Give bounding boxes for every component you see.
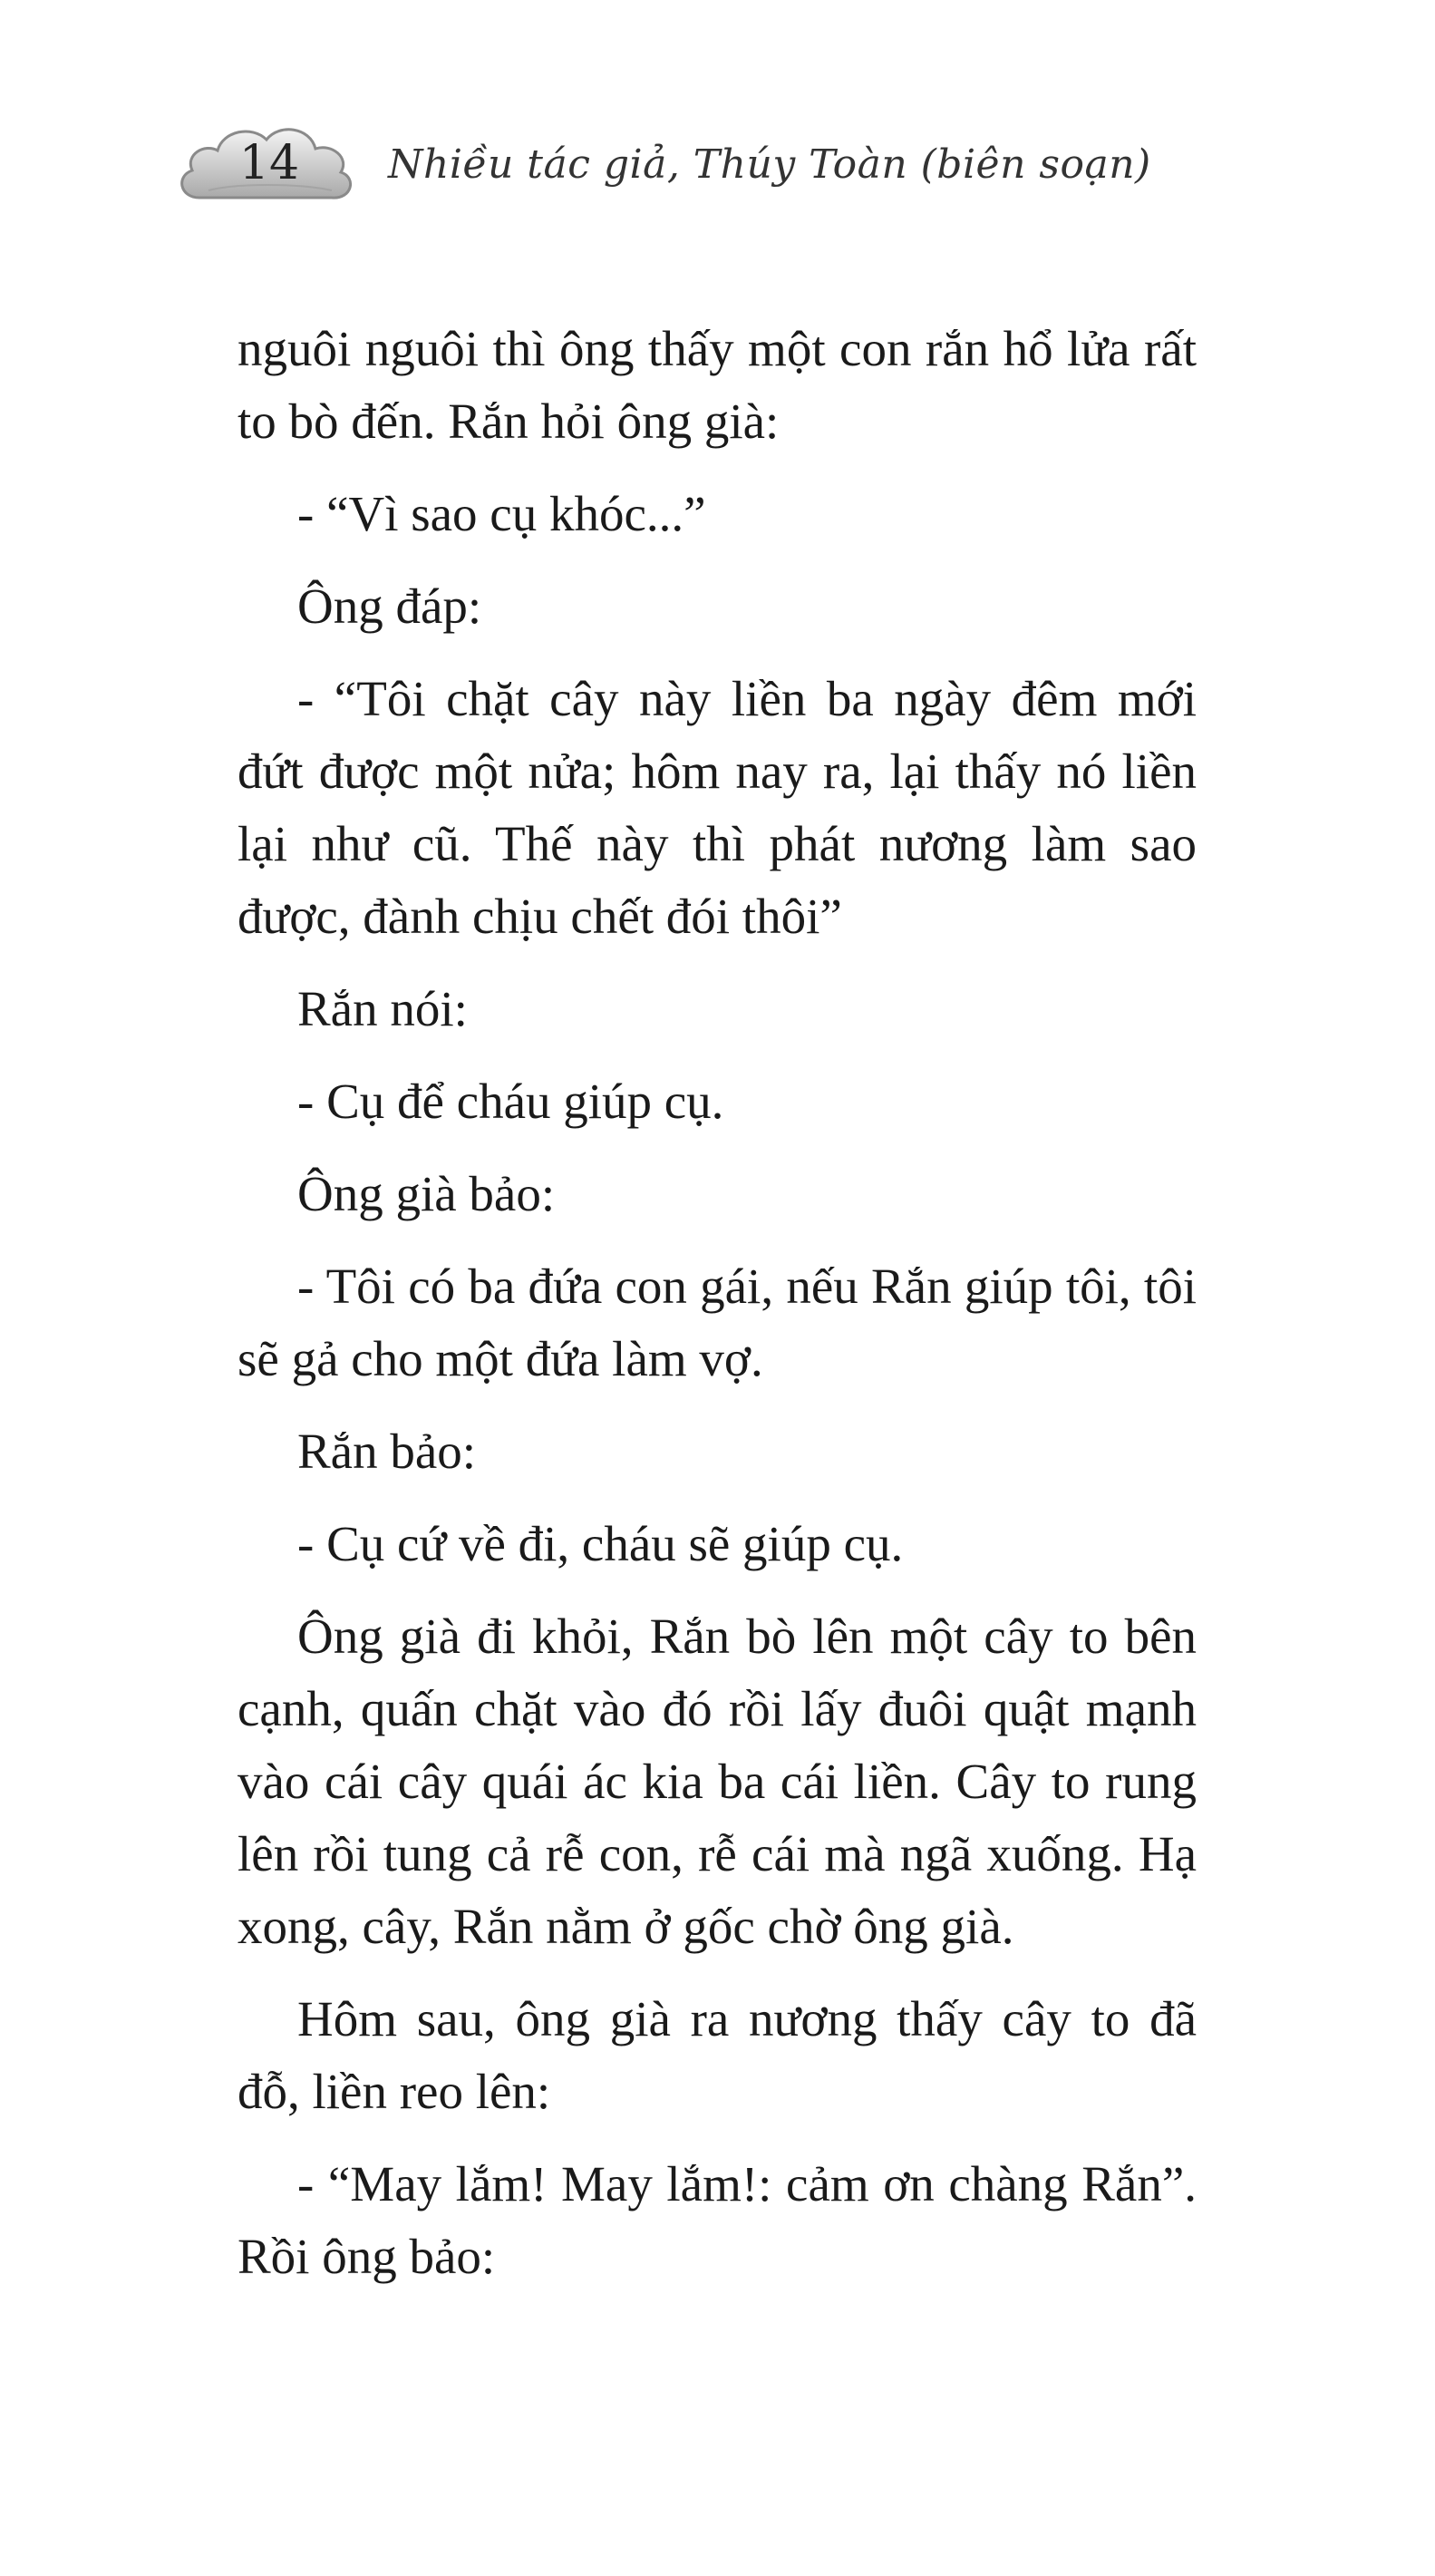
paragraph: Ông già đi khỏi, Rắn bò lên một cây to bên cạnh, quấn chặt vào đó rồi lấy đuôi quật mạnh vào cái cây quái ác kia ba cái liền. Cây to rung lên rồi tung cả rễ con, rễ cái mà ngã xuống. Hạ xong, cây, Rắn nằm ở gốc chờ ông già. — [238, 1609, 1197, 1954]
paragraph: - Tôi có ba đứa con gái, nếu Rắn giúp tôi, tôi sẽ gả cho một đứa làm vợ. — [238, 1259, 1197, 1386]
paragraph: Hôm sau, ông già ra nương thấy cây to đã đỗ, liền reo lên: — [238, 1991, 1197, 2119]
page-header — [172, 118, 1260, 236]
paragraph: Rắn bảo: — [297, 1424, 477, 1479]
paragraph: - “Tôi chặt cây này liền ba ngày đêm mới đứt được một nửa; hôm nay ra, lại thấy nó liền lại như cũ. Thế này thì phát nương làm sao được, đành chịu chết đói thôi” — [238, 671, 1197, 944]
body-text — [238, 313, 1197, 2313]
page-number: 14 — [238, 136, 300, 190]
paragraph: Ông đáp: — [297, 578, 482, 634]
paragraph: - Cụ cứ về đi, cháu sẽ giúp cụ. — [297, 1516, 904, 1571]
paragraph: nguôi nguôi thì ông thấy một con rắn hổ lửa rất to bò đến. Rắn hỏi ông già: — [238, 321, 1197, 449]
paragraph: - “Vì sao cụ khóc...” — [297, 486, 706, 541]
paragraph: - “May lắm! May lắm!: cảm ơn chàng Rắn”. Rồi ông bảo: — [238, 2156, 1197, 2284]
paragraph: Ông già bảo: — [297, 1166, 556, 1221]
running-title: Nhiều tác giả, Thúy Toàn (biên soạn) — [388, 141, 1151, 188]
paragraph: - Cụ để cháu giúp cụ. — [297, 1074, 724, 1129]
paragraph: Rắn nói: — [297, 981, 468, 1036]
